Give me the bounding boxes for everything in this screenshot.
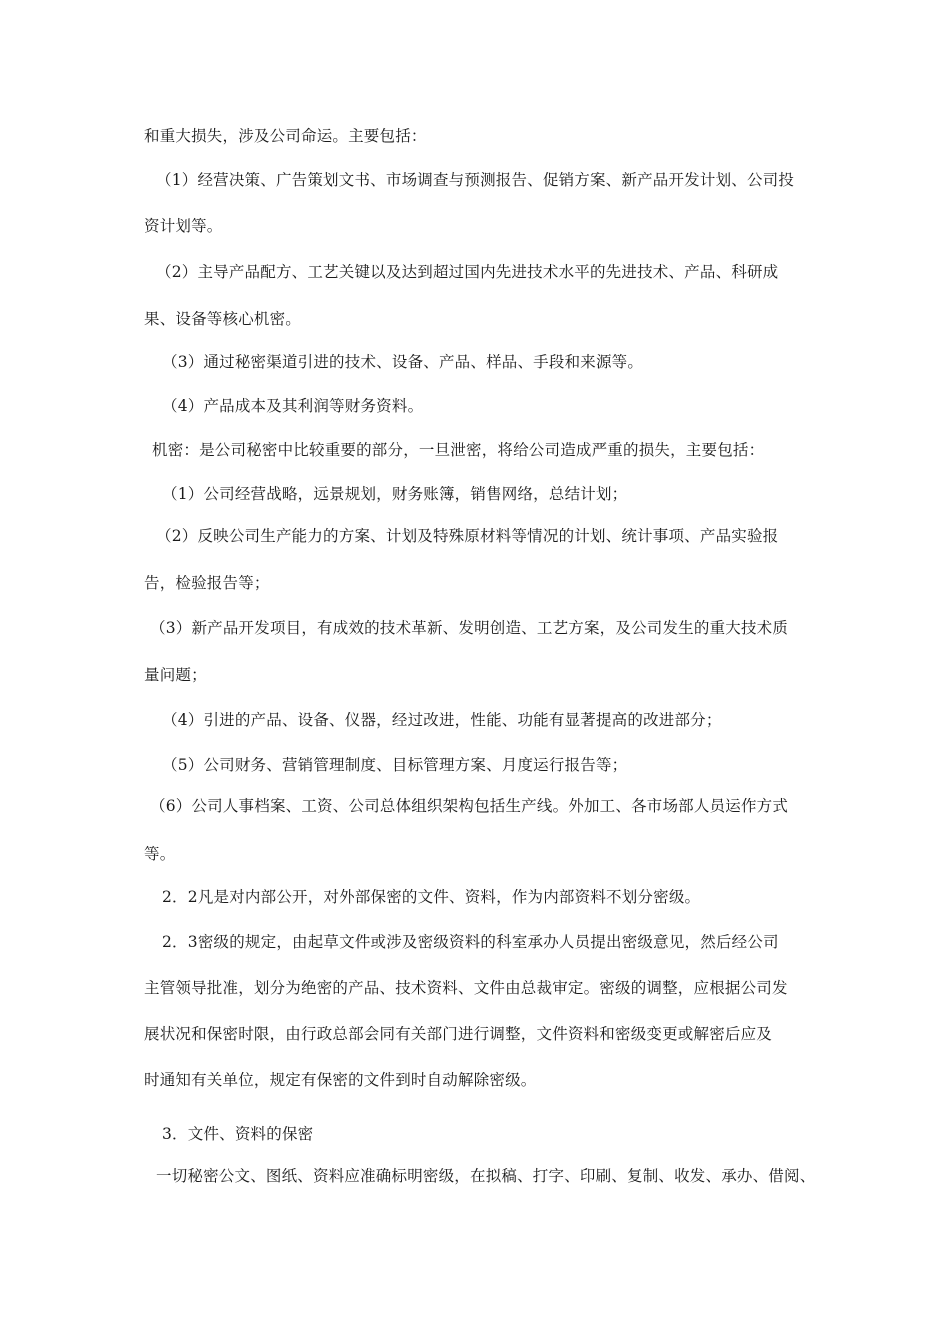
text-line: 展状况和保密时限，由行政总部会同有关部门进行调整，文件资料和密级变更或解密后应及 xyxy=(144,1025,773,1043)
text-line: 量问题； xyxy=(144,666,207,684)
text-line: 和重大损失，涉及公司命运。主要包括： xyxy=(144,127,427,145)
text-line: 主管领导批准，划分为绝密的产品、技术资料、文件由总裁审定。密级的调整，应根据公司发 xyxy=(144,979,788,997)
text-line: 一切秘密公文、图纸、资料应准确标明密级，在拟稿、打字、印刷、复制、收发、承办、借阅、 xyxy=(156,1167,816,1185)
text-line: （4）引进的产品、设备、仪器，经过改进，性能、功能有显著提高的改进部分； xyxy=(162,711,722,729)
text-line: （5）公司财务、营销管理制度、目标管理方案、月度运行报告等； xyxy=(162,756,628,774)
text-line: 资计划等。 xyxy=(144,217,223,235)
text-line: （4）产品成本及其利润等财务资料。 xyxy=(162,397,424,415)
text-line: （1）公司经营战略，远景规划，财务账簿，销售网络，总结计划； xyxy=(162,485,628,503)
text-line: 时通知有关单位，规定有保密的文件到时自动解除密级。 xyxy=(144,1071,537,1089)
text-line: （2）反映公司生产能力的方案、计划及特殊原材料等情况的计划、统计事项、产品实验报 xyxy=(156,527,779,545)
text-line: （3）通过秘密渠道引进的技术、设备、产品、样品、手段和来源等。 xyxy=(162,353,644,371)
text-line: （2）主导产品配方、工艺关键以及达到超过国内先进技术水平的先进技术、产品、科研成 xyxy=(156,263,779,281)
text-line: 果、设备等核心机密。 xyxy=(144,310,302,328)
text-line: 2．2凡是对内部公开，对外部保密的文件、资料，作为内部资料不划分密级。 xyxy=(162,888,701,906)
text-line: 告，检验报告等； xyxy=(144,574,270,592)
text-line: 机密：是公司秘密中比较重要的部分，一旦泄密，将给公司造成严重的损失，主要包括： xyxy=(152,441,765,459)
text-line: 等。 xyxy=(144,845,176,863)
text-line: 3．文件、资料的保密 xyxy=(162,1125,314,1143)
text-line: （3）新产品开发项目，有成效的技术革新、发明创造、工艺方案，及公司发生的重大技术质 xyxy=(150,619,789,637)
text-line: （1）经营决策、广告策划文书、市场调查与预测报告、促销方案、新产品开发计划、公司投 xyxy=(156,171,795,189)
text-line: 2．3密级的规定，由起草文件或涉及密级资料的科室承办人员提出密级意见，然后经公司 xyxy=(162,933,779,951)
text-line: （6）公司人事档案、工资、公司总体组织架构包括生产线。外加工、各市场部人员运作方式 xyxy=(150,797,789,815)
